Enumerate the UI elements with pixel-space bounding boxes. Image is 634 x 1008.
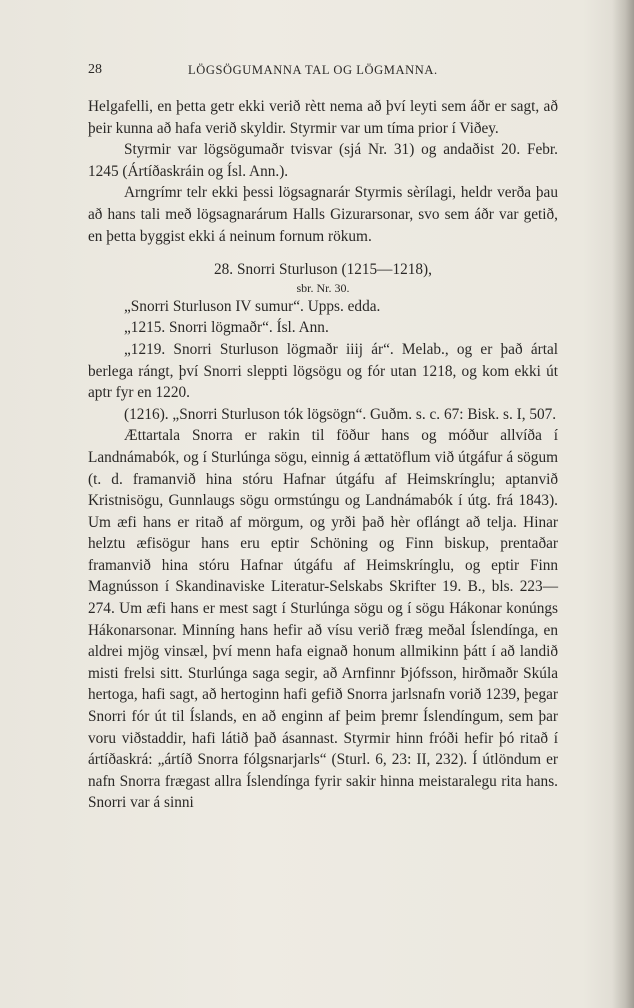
- page-edge-shadow: [612, 0, 634, 1008]
- paragraph-1: Helgafelli, en þetta getr ekki verið rètt nema að því leyti sem áðr er sagt, að þeir kunna að hafa verið skyldir. Styrmir var um tíma prior í Viðey.: [88, 98, 558, 137]
- paragraph-2: Styrmir var lögsögumaðr tvisvar (sjá Nr. 31) og andaðist 20. Febr. 1245 (Ártíðaskráin og Ísl. Ann.).: [88, 141, 558, 180]
- spacer: [88, 247, 558, 259]
- body-text: [88, 96, 558, 814]
- paragraph-4: Ættartala Snorra er rakin til föður hans og móður allvíða í Landnámabók, og í Sturlúnga sögu, einnig á ættatöflum við útgáfur á sögum (t. d. framanvið hina stóru Hafnar útgáfu af Heimskrínglu; aptanvið Kristnisögu, Gunnlaugs sögu ormstúngu og Landnámabók í útg. frá 1843). Um æfi hans er ritað af mörgum, og yrði það hèr oflángt að telja. Hinar helztu æfisögur hans eru eptir Schöning og Finn biskup, prentaðar framanvið hina stóru Hafnar útgáfu af Heimskrínglu, og eptir Finn Magnússon í Skandinaviske Literatur-Selskabs Skrifter 19. B., bls. 223—274. Um æfi hans er mest sagt í Sturlúnga sögu og í sögu Hákonar konúngs Hákonarsonar. Minníng hans hefir að vísu verið fræg meðal Íslendínga, en aldrei mjög vinsæl, því menn hafa eignað honum allmikinn þátt í að landið misti frelsi sitt. Sturlúnga saga segir, að Arnfinnr Þjófsson, hirðmaðr Skúla hertoga, hafi sagt, að hertoginn hafi gefið Snorra jarlsnafn vorið 1239, þegar Snorri fór út til Íslands, en að enginn af þeim þremr Íslendíngum, sem þar voru viðstaddir, hafi látið það ásannast. Styrmir hinn fróði hefir þó ritað í ártíðaskrá: „ártíð Snorra fólgsnarjarls“ (Sturl. 6, 23: II, 232). Í útlöndum er nafn Snorra frægast allra Íslendínga fyrir sakir hinna meistaralegu rita hans. Snorri var á sinni: [88, 427, 558, 812]
- citation-4: (1216). „Snorri Sturluson tók lögsögn“. Guðm. s. c. 67: Bisk. s. I, 507.: [124, 405, 557, 423]
- running-title: LÖGSÖGUMANNA TAL OG LÖGMANNA.: [188, 63, 438, 77]
- section-title: 28. Snorri Sturluson (1215—1218),: [214, 261, 432, 279]
- citation-2: „1215. Snorri lögmaðr“. Ísl. Ann.: [124, 319, 329, 337]
- paragraph-3: Arngrímr telr ekki þessi lögsagnarár Styrmis sèrílagi, heldr verða þau að hans tali með lögsagnarárum Halls Gizurarsonar, svo sem áðr var getið, en þetta byggist ekki á neinum fornum rökum.: [88, 184, 558, 245]
- section-subtitle: sbr. Nr. 30.: [296, 280, 350, 295]
- citation-1: „Snorri Sturluson IV sumur“. Upps. edda.: [124, 297, 381, 315]
- citation-3: „1219. Snorri Sturluson lögmaðr iiij ár“. Melab., og er það ártal berlega rángt, því Snorri sleppti lögsögu og fór utan 1218, og kom ekki út aptr fyr en 1220.: [88, 340, 558, 402]
- page-header: [88, 62, 558, 84]
- page-number: 28: [88, 62, 102, 77]
